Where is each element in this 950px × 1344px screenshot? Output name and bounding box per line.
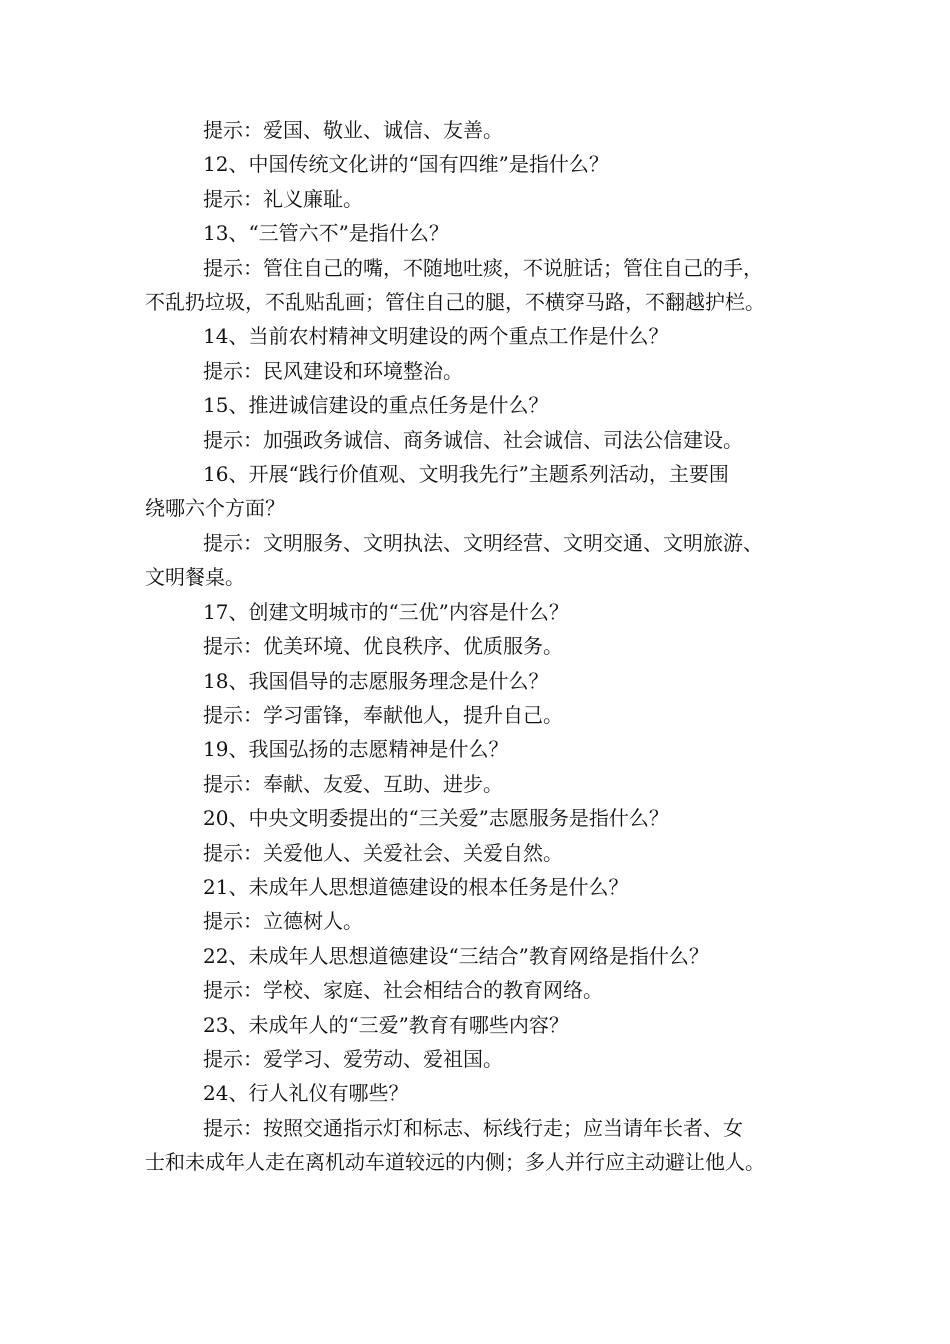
- question-17-paragraph: [145, 595, 815, 629]
- text-line: 18、我国倡导的志愿服务理念是什么？: [203, 668, 549, 693]
- answer-hint-paragraph: [145, 1111, 815, 1180]
- text-line: 14、当前农村精神文明建设的两个重点工作是什么？: [203, 324, 669, 349]
- text-line: 提示：管住自己的嘴，不随地吐痰，不说脏话；管住自己的手，: [203, 255, 763, 280]
- answer-hint-paragraph: [145, 904, 815, 938]
- answer-hint-paragraph: [145, 973, 815, 1007]
- text-line: 19、我国弘扬的志愿精神是什么？: [203, 737, 509, 762]
- text-line: 提示：文明服务、文明执法、文明经营、文明交通、文明旅游、: [203, 530, 763, 555]
- text-line: 22、未成年人思想道德建设“三结合”教育网络是指什么？: [203, 943, 709, 968]
- question-13-paragraph: [145, 216, 815, 250]
- text-line: 提示：按照交通指示灯和标志、标线行走；应当请年长者、女: [203, 1115, 743, 1140]
- text-line: 提示：奉献、友爱、互助、进步。: [203, 771, 503, 796]
- text-line: 提示：学校、家庭、社会相结合的教育网络。: [203, 978, 603, 1003]
- text-line: 23、未成年人的“三爱”教育有哪些内容？: [203, 1012, 569, 1037]
- question-15-paragraph: [145, 388, 815, 422]
- text-line: 提示：优美环境、优良秩序、优质服务。: [203, 634, 563, 659]
- text-line: 提示：民风建设和环境整治。: [203, 358, 463, 383]
- answer-hint-paragraph: [145, 629, 815, 663]
- text-line: 提示：学习雷锋，奉献他人，提升自己。: [203, 702, 563, 727]
- text-line: 不乱扔垃圾，不乱贴乱画；管住自己的腿，不横穿马路，不翻越护栏。: [145, 290, 765, 315]
- answer-hint-paragraph: [145, 182, 815, 216]
- text-line: 提示：关爱他人、关爱社会、关爱自然。: [203, 840, 563, 865]
- answer-hint-paragraph: [145, 836, 815, 870]
- question-23-paragraph: [145, 1008, 815, 1042]
- text-line: 提示：爱学习、爱劳动、爱祖国。: [203, 1046, 503, 1071]
- answer-hint-paragraph: [145, 1042, 815, 1076]
- text-line: 提示：爱国、敬业、诚信、友善。: [203, 118, 503, 142]
- text-line: 绕哪六个方面？: [145, 496, 285, 521]
- text-line: 12、中国传统文化讲的“国有四维”是指什么？: [203, 152, 609, 177]
- question-18-paragraph: [145, 664, 815, 698]
- document-body: [145, 113, 815, 1180]
- answer-hint-paragraph: [145, 423, 815, 457]
- answer-hint-paragraph: [145, 251, 815, 320]
- answer-hint-paragraph: [145, 698, 815, 732]
- answer-hint-paragraph: [145, 526, 815, 595]
- text-line: 士和未成年人走在离机动车道较远的内侧；多人并行应主动避让他人。: [145, 1150, 765, 1175]
- question-24-paragraph: [145, 1076, 815, 1110]
- answer-hint-paragraph: [145, 354, 815, 388]
- question-21-paragraph: [145, 870, 815, 904]
- text-line: 24、行人礼仪有哪些？: [203, 1081, 409, 1106]
- text-line: 13、“三管六不”是指什么？: [203, 221, 449, 246]
- text-line: 20、中央文明委提出的“三关爱”志愿服务是指什么？: [203, 806, 669, 831]
- question-12-paragraph: [145, 147, 815, 181]
- text-line: 提示：礼义廉耻。: [203, 186, 363, 211]
- text-line: 提示：立德树人。: [203, 909, 363, 934]
- question-19-paragraph: [145, 732, 815, 766]
- question-20-paragraph: [145, 801, 815, 835]
- question-16-paragraph: [145, 457, 815, 526]
- text-line: 16、开展“践行价值观、文明我先行”主题系列活动，主要围: [203, 462, 729, 487]
- text-line: 21、未成年人思想道德建设的根本任务是什么？: [203, 874, 629, 899]
- answer-hint-paragraph: [145, 767, 815, 801]
- text-line: 15、推进诚信建设的重点任务是什么？: [203, 393, 549, 418]
- question-22-paragraph: [145, 939, 815, 973]
- answer-hint-paragraph: [145, 113, 815, 147]
- question-14-paragraph: [145, 319, 815, 353]
- text-line: 提示：加强政务诚信、商务诚信、社会诚信、司法公信建设。: [203, 427, 743, 452]
- text-line: 17、创建文明城市的“三优”内容是什么？: [203, 599, 569, 624]
- text-line: 文明餐桌。: [145, 565, 245, 590]
